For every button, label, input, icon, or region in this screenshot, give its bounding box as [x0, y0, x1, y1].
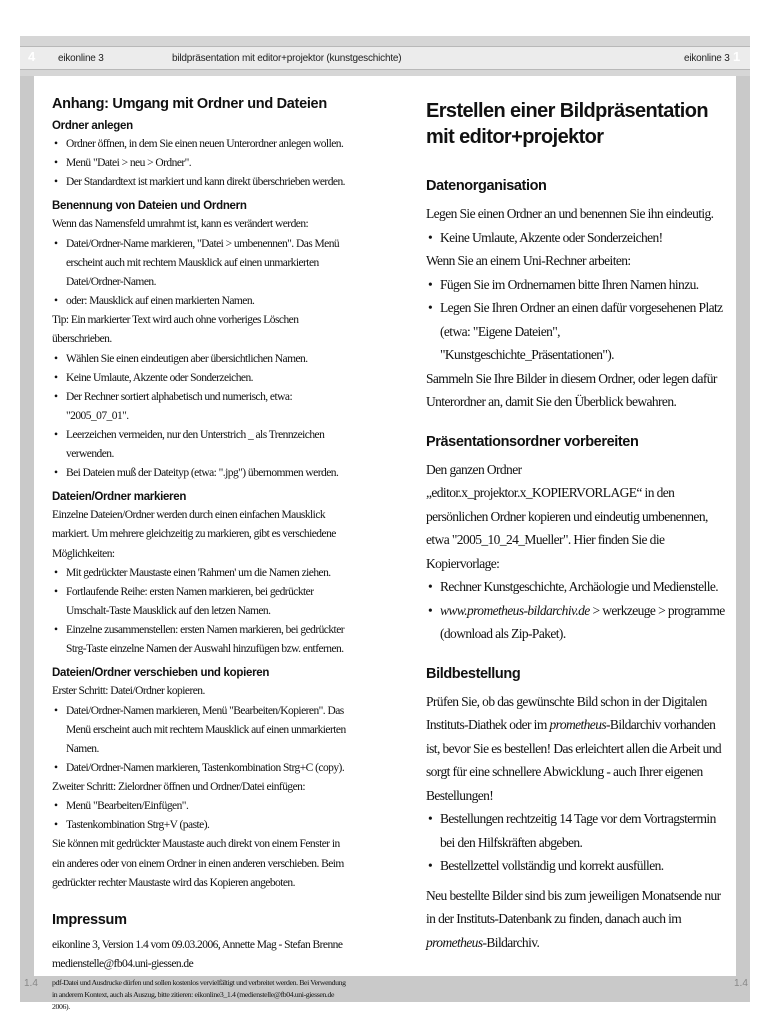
bullet-list — [52, 564, 352, 659]
list-item: • Einzelne zusammenstellen: ersten Namen markieren, bei gedrückter Strg-Taste einzelne Namen der Auswahl hinzufügen bzw. entfernen. — [52, 621, 352, 659]
section-heading: Präsentationsordner vorbereiten — [426, 433, 639, 450]
section-heading: Ordner anlegen — [52, 120, 133, 132]
list-item: • Keine Umlaute, Akzente oder Sonderzeichen! — [426, 226, 726, 250]
impressum-line: eikonline 3, Version 1.4 vom 09.03.2006, Annette Mag - Stefan Brenne — [52, 938, 343, 951]
section-heading: Benennung von Dateien und Ordnern — [52, 200, 247, 212]
section-heading: Bildbestellung — [426, 665, 521, 682]
bullet-list — [52, 235, 352, 311]
paragraph: Sammeln Sie Ihre Bilder in diesem Ordner, oder legen dafür Unterordner an, damit Sie den Überblick bewahren. — [426, 370, 717, 409]
right-column — [426, 76, 726, 954]
list-item-text: > werkzeuge > programme (download als Zip-Paket). — [440, 602, 725, 641]
main-title-line: Erstellen einer Bildpräsentation — [426, 100, 708, 122]
list-item: • oder: Mausklick auf einen markierten Namen. — [52, 292, 352, 311]
list-item: • Bei Dateien muß der Dateityp (etwa: ".jpg") übernommen werden. — [52, 464, 352, 483]
bullet-list — [52, 702, 352, 778]
footer-page-left: 1.4 — [24, 978, 38, 989]
list-item: • Menü "Bearbeiten/Einfügen". — [52, 797, 352, 816]
paragraph — [426, 884, 726, 955]
paragraph: Erster Schritt: Datei/Ordner kopieren. — [52, 685, 205, 697]
list-item: • Der Standardtext ist markiert und kann direkt überschrieben werden. — [52, 173, 352, 192]
paragraph: Den ganzen Ordner „editor.x_projektor.x_KOPIERVORLAGE“ in den persönlichen Ordner kopieren und eindeutig umbenennen, etwa "2005_10_24_Mueller". Hier finden Sie die Kopiervorlage: — [426, 461, 708, 571]
bullet-list — [52, 797, 352, 835]
list-item: • Ordner öffnen, in dem Sie einen neuen Unterordner anlegen wollen. — [52, 135, 352, 154]
paragraph: Sie können mit gedrückter Maustaste auch direkt von einem Fenster in ein anderes oder von einem Ordner in einen anderen verschieben. Beim gedrückter rechter Maustaste wird das Kopieren angeboten. — [52, 838, 344, 889]
list-item — [426, 599, 726, 646]
paragraph: Legen Sie einen Ordner an und benennen Sie ihn eindeutig. — [426, 206, 714, 221]
main-title — [426, 98, 726, 150]
bullet-list — [52, 135, 352, 192]
bullet-list — [426, 575, 726, 646]
paragraph-text: -Bildarchiv. — [482, 934, 540, 950]
page-number-right: 1 — [733, 49, 741, 64]
paragraph: Wenn das Namensfeld umrahmt ist, kann es verändert werden: — [52, 218, 309, 230]
paragraph: Einzelne Dateien/Ordner werden durch einen einfachen Mausklick markiert. Um mehrere gleichzeitig zu markieren, gibt es verschiedene Möglichkeiten: — [52, 508, 336, 560]
paragraph: Wenn Sie an einem Uni-Rechner arbeiten: — [426, 253, 631, 268]
list-item: • Menü "Datei > neu > Ordner". — [52, 154, 352, 173]
header-bar — [20, 36, 750, 76]
list-item: • Wählen Sie einen eindeutigen aber übersichtlichen Namen. — [52, 350, 352, 369]
bullet-list — [426, 226, 726, 250]
paragraph-text: Neu bestellte Bilder sind bis zum jeweiligen Monatsende nur in der Instituts-Datenbank zu finden, danach auch im — [426, 887, 721, 926]
list-item: • Fügen Sie im Ordnernamen bitte Ihren Namen hinzu. — [426, 273, 726, 297]
header-right-title: eikonline 3 — [684, 53, 730, 64]
list-item: • Rechner Kunstgeschichte, Archäologie und Medienstelle. — [426, 575, 726, 599]
list-item: • Bestellungen rechtzeitig 14 Tage vor dem Vortragstermin bei den Hilfskräften abgeben. — [426, 807, 726, 854]
header-center-title: bildpräsentation mit editor+projektor (kunstgeschichte) — [172, 53, 402, 64]
document-page — [34, 76, 736, 1011]
left-column — [52, 76, 352, 1013]
list-item: • Tastenkombination Strg+V (paste). — [52, 816, 352, 835]
appendix-title: Anhang: Umgang mit Ordner und Dateien — [52, 96, 327, 112]
paragraph-text: -Bildarchiv vorhanden ist, bevor Sie es bestellen! Das erleichtert allen die Arbeit und sorgt für eine schnellere Abwicklung - auch Ihrer eigenen Bestellungen! — [426, 717, 722, 803]
bullet-list — [426, 807, 726, 878]
main-title-line: mit editor+projektor — [426, 126, 604, 148]
paragraph — [426, 690, 726, 808]
section-heading: Dateien/Ordner verschieben und kopieren — [52, 667, 270, 679]
header-left-title: eikonline 3 — [58, 53, 104, 64]
list-item: • Datei/Ordner-Name markieren, "Datei > umbenennen". Das Menü erscheint auch mit rechtem Mausklick auf einen unmarkierten Datei/Ordner-Namen. — [52, 235, 352, 292]
list-item: • Datei/Ordner-Namen markieren, Tastenkombination Strg+C (copy). — [52, 759, 352, 778]
emphasis-text: prometheus — [549, 717, 607, 732]
list-item: • Der Rechner sortiert alphabetisch und numerisch, etwa: "2005_07_01". — [52, 388, 352, 426]
impressum-email: medienstelle@fb04.uni-giessen.de — [52, 958, 194, 970]
emphasis-text: prometheus — [426, 934, 483, 950]
bullet-list — [426, 273, 726, 367]
footer-page-right: 1.4 — [734, 978, 748, 989]
page-number-left: 4 — [28, 49, 36, 64]
section-heading: Dateien/Ordner markieren — [52, 490, 187, 503]
prometheus-link[interactable]: www.prometheus-bildarchiv.de — [440, 602, 590, 618]
impressum-heading: Impressum — [52, 911, 127, 928]
list-item: • Datei/Ordner-Namen markieren, Menü "Bearbeiten/Kopieren". Das Menü erscheint auch mit rechtem Mausklick auf einen unmarkierten Namen. — [52, 702, 352, 759]
paragraph: Zweiter Schritt: Zielordner öffnen und Ordner/Datei einfügen: — [52, 780, 306, 793]
impressum-note: pdf-Datei und Ausdrucke dürfen und sollen kostenlos vervielfältigt und verbreitet werden. Bei Verwendung in anderem Kontext, auch als Auszug, bitte zitieren: eikonline3_1.4 (medienstelle@fb04.uni-giessen.de 2006). — [52, 977, 346, 1011]
list-item: • Bestellzettel vollständig und korrekt ausfüllen. — [426, 854, 726, 878]
list-item: • Mit gedrückter Maustaste einen 'Rahmen' um die Namen ziehen. — [52, 564, 352, 583]
section-heading: Datenorganisation — [426, 178, 547, 194]
tip-text: Tip: Ein markierter Text wird auch ohne vorheriges Löschen überschrieben. — [52, 313, 299, 345]
list-item: • Leerzeichen vermeiden, nur den Unterstrich _ als Trennzeichen verwenden. — [52, 426, 352, 464]
list-item: • Fortlaufende Reihe: ersten Namen markieren, bei gedrückter Umschalt-Taste Mausklick auf den letzen Namen. — [52, 583, 352, 621]
paragraph-text: Prüfen Sie, ob das gewünschte Bild schon in der Digitalen Instituts-Diathek oder im — [426, 693, 707, 732]
list-item: • Legen Sie Ihren Ordner an einen dafür vorgesehenen Platz (etwa: "Eigene Dateien", "Kunstgeschichte_Präsentationen"). — [426, 296, 726, 367]
list-item: • Keine Umlaute, Akzente oder Sonderzeichen. — [52, 369, 352, 388]
bullet-list — [52, 350, 352, 483]
